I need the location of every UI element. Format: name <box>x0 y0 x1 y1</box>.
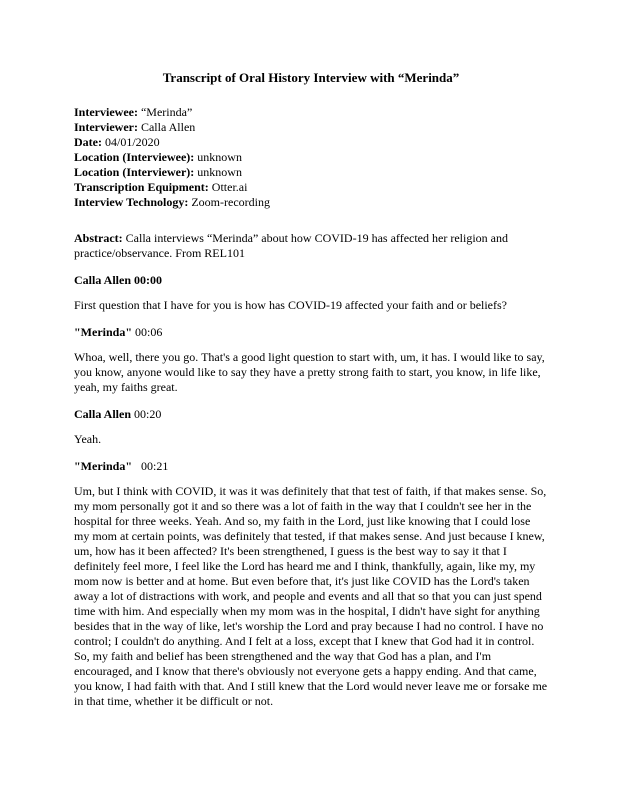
utterance: First question that I have for you is how has COVID-19 affected your faith and or beliefs? <box>74 298 508 312</box>
meta-transcription-equipment: Transcription Equipment: Otter.ai <box>74 180 248 194</box>
document-title: Transcript of Oral History Interview with “Merinda” <box>162 70 460 85</box>
timestamp: 00:06 <box>134 325 163 339</box>
meta-location-interviewee: Location (Interviewee): unknown <box>74 150 242 164</box>
abstract-text: Calla interviews “Merinda” about how COVID-19 has affected her religion and practice/observance. From REL101 <box>74 231 508 260</box>
speaker-heading: "Merinda" 00:06 <box>74 325 163 339</box>
utterance: Whoa, well, there you go. That's a good light question to start with, um, it has. I would like to say, you know, anyone would like to say they have a pretty strong faith to start, you know, in life like, yeah, my faiths great. <box>74 350 545 394</box>
utterance: Yeah. <box>74 432 102 446</box>
meta-location-interviewer: Location (Interviewer): unknown <box>74 165 242 179</box>
timestamp: 00:00 <box>134 273 163 287</box>
meta-interviewer: Interviewer: Calla Allen <box>74 120 196 134</box>
timestamp: 00:21 <box>140 459 169 473</box>
speaker-heading: Calla Allen 00:20 <box>74 407 162 421</box>
abstract-label: Abstract: <box>74 231 123 245</box>
utterance: Um, but I think with COVID, it was it was definitely that that test of faith, if that makes sense. So, my mom personally got it and so there was a lot of faith in the way that I couldn't see her in the hospital for three weeks. Yeah. And so, my faith in the Lord, just like knowing that I could lose my mom at certain points, was definitely that tested, if that makes sense. And just because I knew, um, how has it been affected? It's been strengthened, I guess is the best way to say it that I definitely feel more, I feel like the Lord has heard me and I think, thankfully, again, like my, my mom now is better and at home. But even before that, it's just like COVID has the Lord's taken away a lot of distractions with work, and people and events and all that so that you can just spend time with him. And especially when my mom was in the hospital, I didn't have sight for anything besides that in the way of like, let's worship the Lord and pray because I had no control. I have no control; I couldn't do anything. And I felt at a loss, except that I knew that God had it in control. So, my faith and belief has been strengthened and the way that God has a plan, and I'm encouraged, and I know that there's obviously not everyone gets a happy ending. And that came, you know, I had faith with that. And I still knew that the Lord would never leave me or forsake me in that time, whether it be difficult or not. <box>74 484 548 708</box>
meta-date: Date: 04/01/2020 <box>74 135 160 149</box>
meta-interview-technology: Interview Technology: Zoom-recording <box>74 195 270 209</box>
timestamp: 00:20 <box>134 407 162 421</box>
interview-metadata <box>74 105 548 210</box>
meta-interviewee: Interviewee: “Merinda” <box>74 105 193 119</box>
speaker-heading: Calla Allen 00:00 <box>74 273 163 287</box>
speaker-heading: "Merinda" 00:21 <box>74 459 169 473</box>
abstract <box>74 231 548 261</box>
